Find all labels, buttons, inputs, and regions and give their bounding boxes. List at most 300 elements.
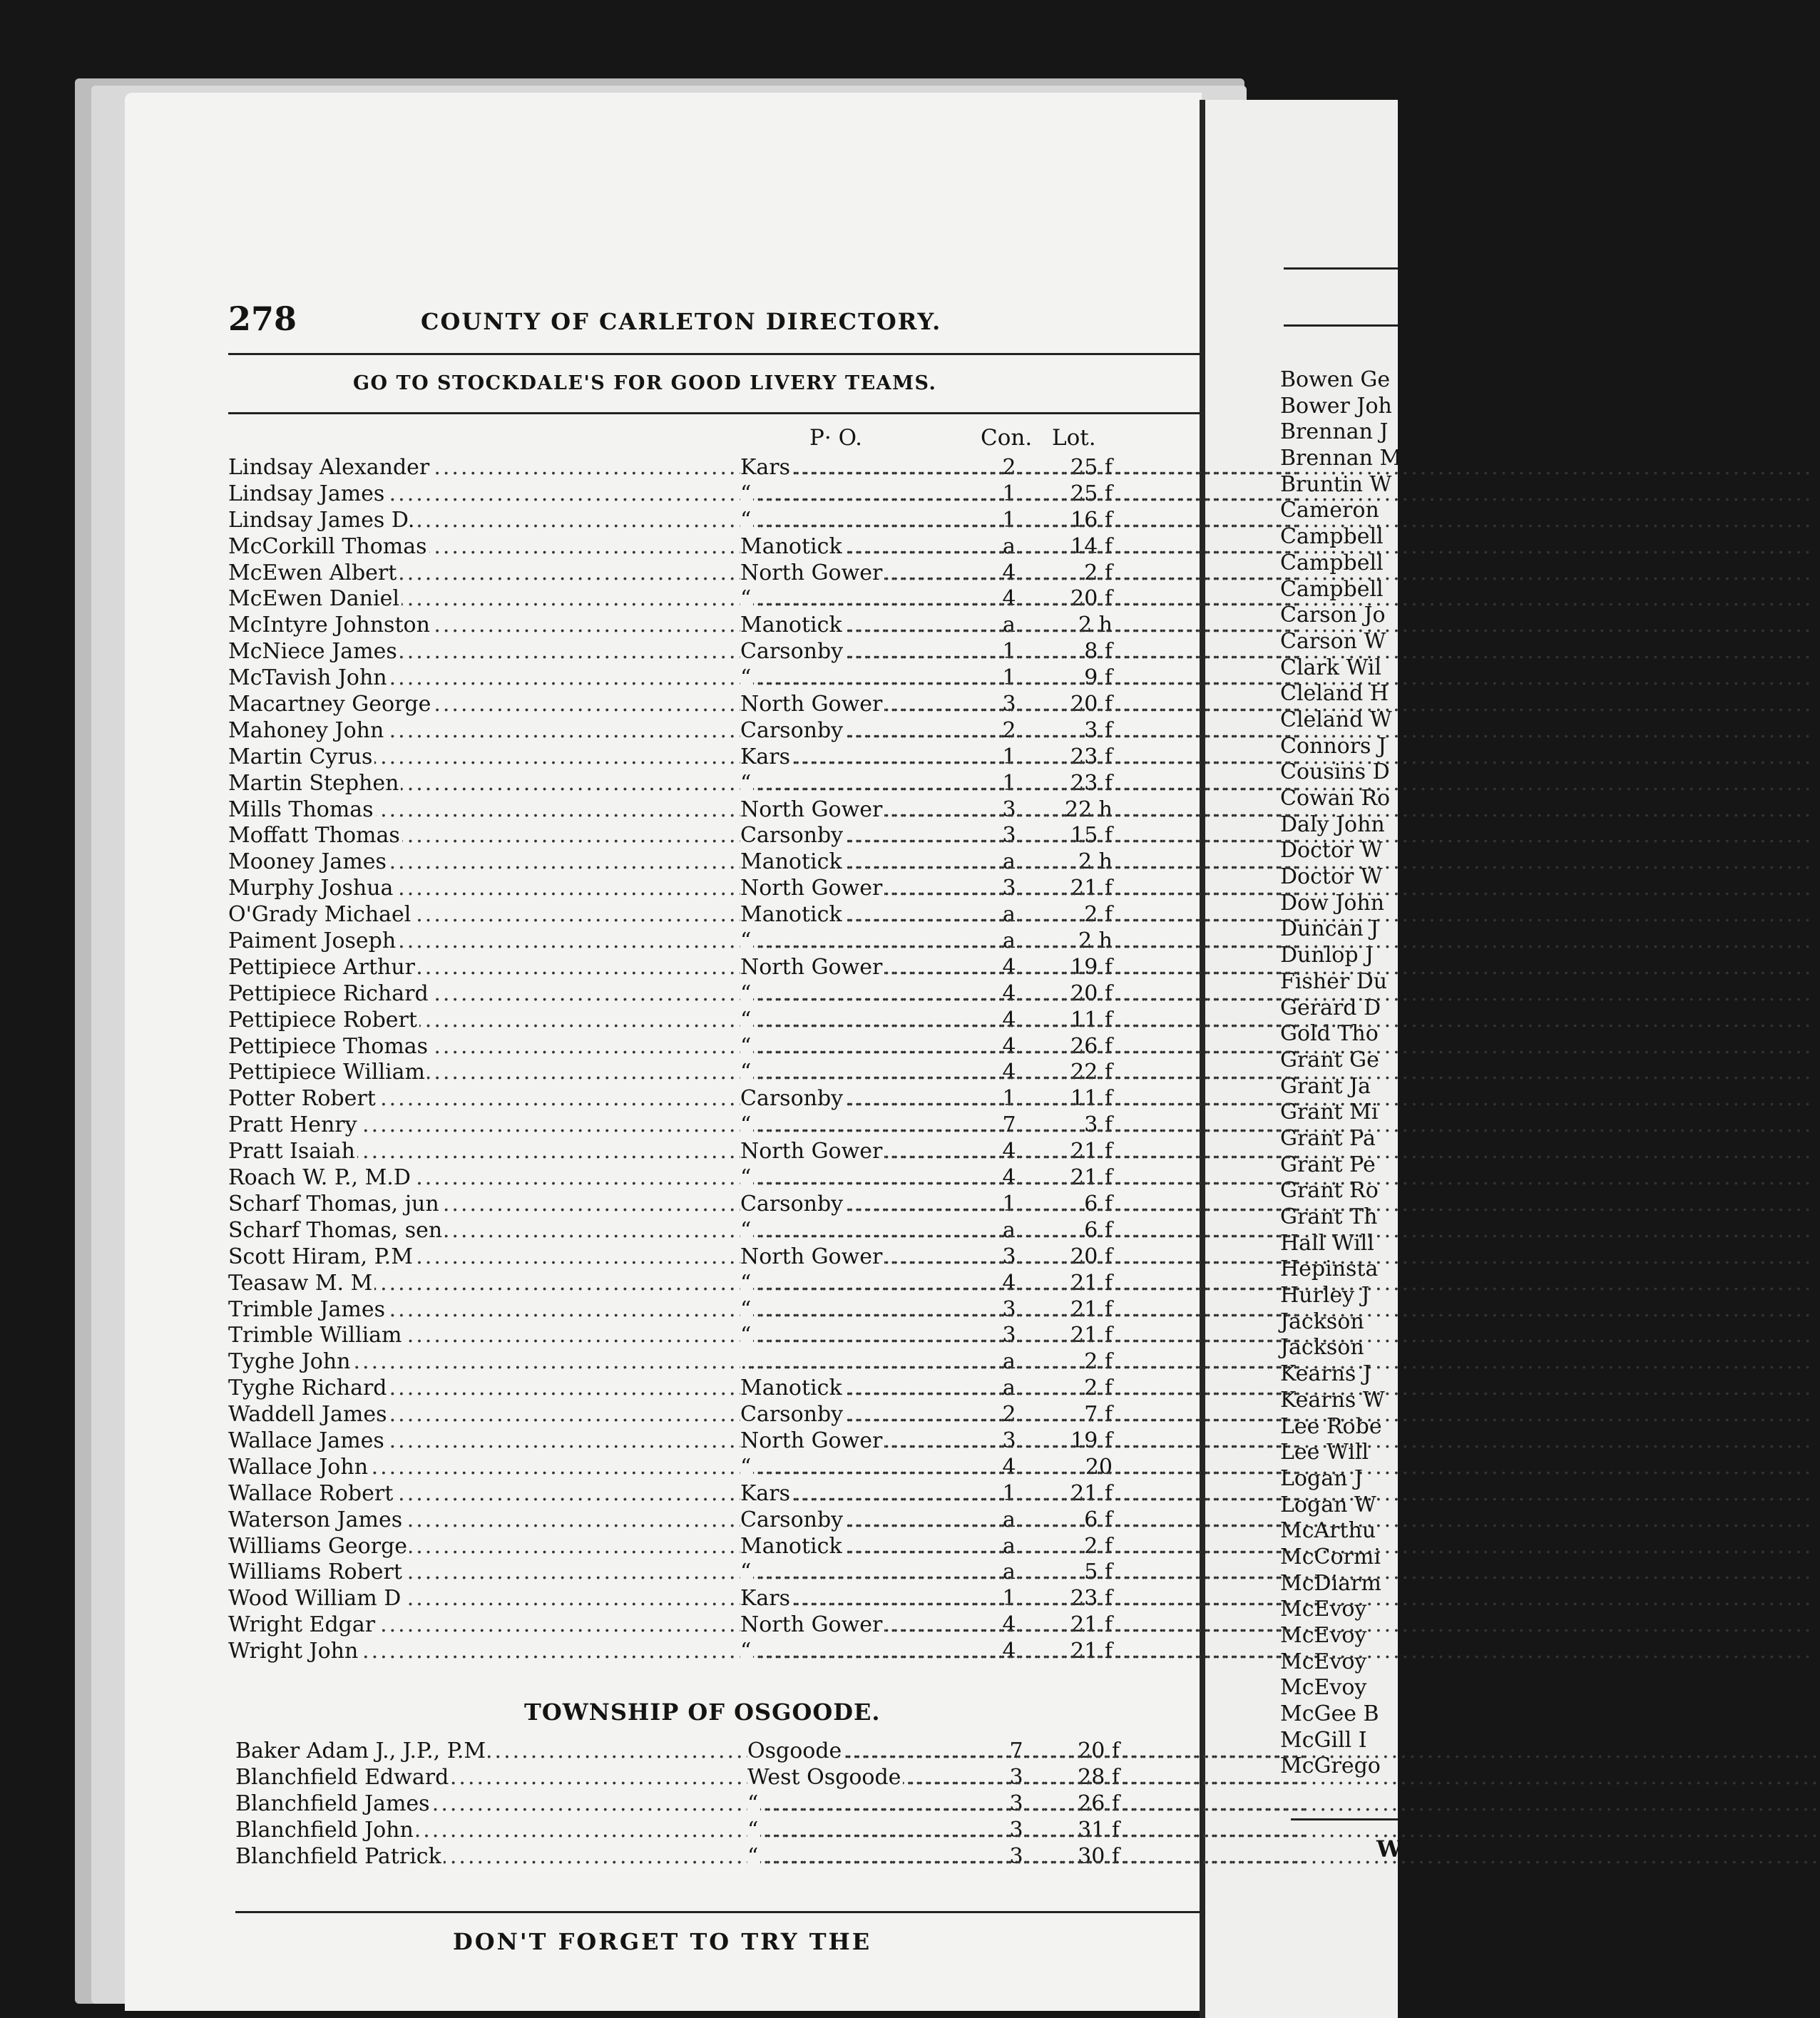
entry-name: Trimble James ..... [228,1297,738,1323]
directory-entry [228,560,1234,587]
entry-lot: 21 f [1070,1139,1113,1164]
directory-entry [228,665,1234,692]
page-number: 278 [228,299,297,338]
entry-name: Pettipiece William ..... [228,1060,738,1086]
header-rule [228,353,1223,355]
entry-post-office: North Gower ..... [740,692,976,718]
entry-lot: 20 f [1070,692,1113,717]
advert-rule [228,412,1227,414]
entry-lot: 20 [1085,1454,1113,1480]
entry-post-office: “ ..... [740,1008,976,1034]
entry-name: Williams Robert ..... [228,1559,738,1586]
directory-entry [228,1481,1234,1507]
entry-concession: 4 [1002,586,1016,612]
directory-entry [228,744,1234,771]
entry-post-office: “ ..... [740,1112,976,1139]
directory-entry [228,849,1234,876]
right-page-entry: Hepinsta [1280,1256,1379,1282]
entry-lot: 19 f [1070,1428,1113,1453]
entry-concession: 4 [1002,1454,1016,1480]
entry-concession: 7 [1002,1112,1016,1138]
entry-name: Mooney James ..... [228,849,738,876]
right-page-entry: Kearns W [1280,1387,1385,1413]
right-page-entry: Grant Pa [1280,1125,1376,1151]
right-page-entry: McGrego [1280,1753,1381,1779]
right-page-entry: Gold Tho [1280,1021,1379,1047]
entry-concession: 1 [1002,770,1016,796]
directory-entry [228,1639,1234,1665]
entry-lot: 25 f [1070,481,1113,506]
entry-concession: 4 [1002,954,1016,980]
directory-entry [235,1818,1234,1844]
right-page-entry: Carson Jo [1280,603,1386,628]
entry-name: Murphy Joshua ..... [228,876,738,902]
right-page-entry: Lee Robe [1280,1413,1382,1439]
entry-lot: 20 f [1078,1738,1120,1763]
directory-entry [228,1086,1234,1112]
entry-lot: 20 f [1070,586,1113,612]
directory-entry [235,1791,1234,1818]
entry-concession: 2 [1002,1402,1016,1428]
entry-name: Moffatt Thomas ..... [228,823,738,849]
directory-entry [228,1402,1234,1428]
right-page-entry: Campbell [1280,576,1384,602]
osgoode-list [235,1738,1234,1870]
entry-lot: 7 f [1084,1402,1113,1428]
entry-post-office: Manotick ..... [740,613,976,639]
entry-post-office: Carsonby ..... [740,1507,976,1534]
entry-name: Lindsay James D. ..... [228,508,738,534]
entry-lot: 21 f [1070,1296,1113,1322]
entry-lot: 2 h [1078,613,1113,638]
entry-lot: 19 f [1070,954,1113,980]
directory-entry [228,1244,1234,1271]
entry-post-office: “ ..... [740,508,976,534]
entry-lot: 21 f [1070,876,1113,901]
entry-post-office: “ ..... [747,1791,983,1818]
entry-name: Wallace James ..... [228,1428,738,1455]
directory-entry [228,1559,1234,1586]
entry-name: Pratt Henry ..... [228,1112,738,1139]
entry-lot: 2 f [1084,560,1113,585]
right-page-entry: Gerard D [1280,995,1381,1020]
entry-post-office: North Gower ..... [740,560,976,587]
entry-name: Scharf Thomas, jun ..... [228,1192,738,1218]
entry-concession: a [1003,613,1016,638]
entry-name: Baker Adam J., J.P., P.M ..... [235,1738,745,1765]
entry-name: O'Grady Michael ..... [228,902,738,928]
lot-column-header: Lot. [1052,425,1096,451]
entry-post-office: “ ..... [740,1271,976,1297]
entry-lot: 21 f [1070,1270,1113,1296]
entry-post-office: Carsonby ..... [740,639,976,665]
entry-name: Wallace John ..... [228,1455,738,1481]
directory-entry [228,1139,1234,1165]
entry-name: McTavish John ..... [228,665,738,692]
con-column-header: Con. [981,425,1033,451]
entry-concession: 3 [1009,1817,1023,1843]
entry-name: Lindsay Alexander ..... [228,455,738,481]
directory-entry [228,1349,1234,1376]
entry-name: Macartney George ..... [228,692,738,718]
entry-lot: 22 h [1064,797,1113,822]
entry-lot: 11 f [1070,1086,1113,1112]
entry-post-office: Kars ..... [740,744,976,771]
entry-concession: 1 [1002,507,1016,533]
entry-name: Wright John ..... [228,1639,738,1665]
directory-entry [228,1323,1234,1349]
directory-entry [228,1165,1234,1192]
directory-entry [228,1534,1234,1560]
entry-lot: 21 f [1070,1639,1113,1664]
right-header-rule [1284,267,1398,270]
entry-concession: a [1003,1217,1016,1243]
right-page-entry: Jackson [1280,1308,1364,1334]
right-page-entry: McEvoy [1280,1623,1367,1648]
right-page-entry: McEvoy [1280,1649,1367,1674]
directory-entry [228,876,1234,902]
entry-name: Paiment Joseph ..... [228,928,738,955]
entry-post-office: Manotick ..... [740,849,976,876]
entry-name: Trimble William ..... [228,1323,738,1349]
entry-name: Blanchfield Patrick ..... [235,1844,745,1870]
entry-name: Mahoney John ..... [228,718,738,744]
directory-entry [228,1008,1234,1034]
entry-lot: 6 f [1084,1217,1113,1243]
right-page-entry: Grant Pe [1280,1152,1376,1177]
right-page-entry: Cameron [1280,498,1379,523]
entry-lot: 23 f [1070,1586,1113,1612]
entry-post-office: West Osgoode ..... [747,1765,983,1791]
entry-name: Pettipiece Thomas ..... [228,1034,738,1060]
directory-entry [228,1612,1234,1639]
right-page-bottom-fragment: W [1376,1835,1402,1863]
left-page [125,93,1202,2011]
running-head: COUNTY OF CARLETON DIRECTORY. [421,308,942,335]
entry-post-office: “ ..... [747,1844,983,1870]
entry-post-office: “ ..... [740,1297,976,1323]
entry-concession: 3 [1002,1296,1016,1322]
right-page-entry: Dunlop J [1280,943,1374,968]
directory-entry [228,955,1234,981]
entry-concession: 3 [1009,1764,1023,1790]
directory-entry [228,1428,1234,1455]
directory-entry [228,1192,1234,1218]
entry-concession: 3 [1002,1428,1016,1453]
entry-lot: 3 f [1084,717,1113,743]
entry-name: McNiece James ..... [228,639,738,665]
right-page-entry: Grant Th [1280,1204,1378,1229]
entry-concession: 1 [1002,665,1016,691]
entry-name: Pratt Isaiah ..... [228,1139,738,1165]
right-page-entry: McEvoy [1280,1675,1367,1701]
entry-name: Wallace Robert ..... [228,1481,738,1507]
entry-lot: 23 f [1070,770,1113,796]
entry-name: McEwen Daniel ..... [228,586,738,613]
right-page-entry: Bower Joh [1280,393,1392,419]
entry-post-office: Carsonby ..... [740,1192,976,1218]
entry-concession: a [1003,928,1016,954]
directory-entry [228,771,1234,797]
entry-concession: 7 [1009,1738,1023,1763]
entry-name: Pettipiece Robert ..... [228,1008,738,1034]
entry-lot: 6 f [1084,1191,1113,1217]
entry-lot: 3 f [1084,1112,1113,1138]
entry-post-office: Manotick ..... [740,902,976,928]
entry-post-office: “ ..... [740,1060,976,1086]
entry-concession: 1 [1002,1586,1016,1612]
right-page-entry: Carson W [1280,628,1386,654]
entry-name: Tyghe John ..... [228,1349,738,1376]
directory-entry [228,928,1234,955]
entry-lot: 14 f [1070,533,1113,559]
entry-post-office: “ ..... [740,481,976,508]
entry-lot: 16 f [1070,507,1113,533]
entry-post-office: North Gower ..... [740,1244,976,1271]
right-page-entry: McGill I [1280,1727,1367,1753]
entry-lot: 6 f [1084,1507,1113,1532]
entry-post-office: Carsonby ..... [740,1086,976,1112]
right-page-entry: Logan W [1280,1492,1376,1517]
right-page-entry: Bowen Ge [1280,367,1391,392]
page-header [228,299,1227,342]
entry-concession: 1 [1002,481,1016,506]
entry-lot: 20 f [1070,1244,1113,1269]
entry-post-office: “ ..... [740,771,976,797]
directory-entry [228,639,1234,665]
right-page-entry: Hall Will [1280,1230,1374,1256]
right-page-entry: Connors J [1280,733,1387,759]
right-page-entry: Cousins D [1280,759,1390,785]
directory-entry [228,534,1234,560]
entry-post-office: “ ..... [740,928,976,955]
directory-entry [228,613,1234,639]
entry-post-office: Carsonby ..... [740,718,976,744]
entry-name: Blanchfield Edward ..... [235,1765,745,1791]
entry-post-office: “ ..... [740,1218,976,1244]
entry-post-office: Manotick ..... [740,534,976,560]
entry-post-office: Kars ..... [740,1586,976,1612]
directory-entry [228,586,1234,613]
entry-lot: 2 f [1084,1533,1113,1559]
directory-entry [228,1271,1234,1297]
entry-name: Scott Hiram, P.M ..... [228,1244,738,1271]
entry-name: Scharf Thomas, sen ..... [228,1218,738,1244]
entry-name: Wood William D ..... [228,1586,738,1612]
entry-lot: 22 f [1070,1060,1113,1085]
right-page-entry: Campbell [1280,550,1384,575]
entry-post-office: “ ..... [740,981,976,1008]
entry-lot: 21 f [1070,1165,1113,1191]
entry-lot: 2 h [1078,849,1113,875]
entry-name: Teasaw M. M ..... [228,1271,738,1297]
directory-entry [228,1112,1234,1139]
advert-top: GO TO STOCKDALE'S FOR GOOD LIVERY TEAMS. [353,372,937,394]
entry-concession: 4 [1002,1165,1016,1191]
directory-entry [228,718,1234,744]
entry-concession: 4 [1002,1060,1016,1085]
entry-lot: 2 f [1084,902,1113,928]
entry-post-office: North Gower ..... [740,797,976,824]
entry-name: Martin Cyrus ..... [228,744,738,771]
entry-concession: a [1003,1559,1016,1585]
entry-post-office: North Gower ..... [740,876,976,902]
entry-lot: 31 f [1078,1817,1120,1843]
entry-concession: 3 [1009,1843,1023,1869]
right-page-entry: McArthu [1280,1518,1376,1544]
directory-entry [228,902,1234,928]
directory-entry [228,1060,1234,1086]
entry-post-office: Carsonby ..... [740,823,976,849]
entry-concession: 4 [1002,1139,1016,1164]
directory-entry [228,823,1234,849]
entry-name: Roach W. P., M.D ..... [228,1165,738,1192]
entry-name: Wright Edgar ..... [228,1612,738,1639]
entry-lot: 26 f [1070,1033,1113,1059]
entry-concession: 2 [1002,455,1016,480]
directory-entry [228,481,1234,508]
entry-concession: a [1003,533,1016,559]
entry-name: Blanchfield James ..... [235,1791,745,1818]
entry-lot: 15 f [1070,823,1113,849]
directory-list [228,455,1234,1665]
entry-concession: 3 [1002,797,1016,822]
entry-concession: 3 [1002,876,1016,901]
right-page-entry: McCormi [1280,1544,1381,1569]
entry-post-office: North Gower ..... [740,1612,976,1639]
entry-concession: 4 [1002,1639,1016,1664]
entry-post-office: North Gower ..... [740,1428,976,1455]
entry-post-office: “ ..... [740,1559,976,1586]
right-page-entry: Campbell [1280,524,1384,550]
right-rule [1284,324,1398,327]
entry-lot: 21 f [1070,1612,1113,1638]
directory-entry [228,1218,1234,1244]
right-page-entry: McDiarm [1280,1570,1381,1596]
entry-lot: 21 f [1070,1480,1113,1506]
entry-post-office: “ ..... [747,1818,983,1844]
section-title: TOWNSHIP OF OSGOODE. [524,1699,881,1726]
entry-concession: 4 [1002,1270,1016,1296]
right-page-entry: Brennan M [1280,446,1402,471]
right-page-entry: Bruntin W [1280,471,1392,497]
entry-lot: 2 h [1078,928,1113,954]
right-page-entry: Brennan J [1280,419,1389,445]
right-page-entry: Dow John [1280,890,1385,916]
entry-concession: 2 [1002,717,1016,743]
entry-concession: a [1003,1376,1016,1401]
entry-lot: 8 f [1084,639,1113,665]
directory-entry [228,981,1234,1008]
entry-concession: 1 [1002,1086,1016,1112]
entry-concession: 1 [1002,744,1016,769]
entry-post-office: Osgoode ..... [747,1738,983,1765]
entry-post-office: “ ..... [740,1323,976,1349]
entry-name: Pettipiece Arthur ..... [228,955,738,981]
right-page-entry: Duncan J [1280,916,1379,942]
right-page-entry: Kearns J [1280,1361,1371,1387]
entry-name: Pettipiece Richard ..... [228,981,738,1008]
directory-entry [228,797,1234,824]
entry-lot: 20 f [1070,980,1113,1006]
entry-concession: 4 [1002,1612,1016,1638]
directory-entry [228,1376,1234,1402]
entry-name: McIntyre Johnston ..... [228,613,738,639]
entry-concession: 1 [1002,639,1016,665]
right-page-entry: Grant Ge [1280,1047,1379,1072]
right-page-entry: Jackson [1280,1335,1364,1361]
entry-name: Williams George ..... [228,1534,738,1560]
entry-name: Tyghe Richard ..... [228,1376,738,1402]
entry-lot: 26 f [1078,1791,1120,1816]
entry-post-office: North Gower ..... [740,1139,976,1165]
entry-concession: 4 [1002,1007,1016,1033]
entry-post-office: North Gower ..... [740,955,976,981]
entry-concession: 4 [1002,560,1016,585]
entry-concession: 3 [1002,1323,1016,1348]
entry-name: Martin Stephen ..... [228,771,738,797]
entry-name: Waterson James ..... [228,1507,738,1534]
right-page-entry: Grant Ro [1280,1178,1379,1204]
entry-lot: 30 f [1078,1843,1120,1869]
directory-entry [228,1297,1234,1323]
right-page-entry: Clark Wil [1280,655,1381,680]
entry-lot: 23 f [1070,744,1113,769]
right-page-entry: McEvoy [1280,1597,1367,1622]
entry-concession: 4 [1002,1033,1016,1059]
right-page-entry: Grant Ja [1280,1073,1371,1099]
right-page-entry: Cowan Ro [1280,786,1391,811]
entry-post-office: “ ..... [740,1455,976,1481]
entry-post-office: “ ..... [740,586,976,613]
entry-concession: 3 [1002,823,1016,849]
footer-rule [235,1911,1227,1913]
right-page-entry: Cleland W [1280,707,1392,732]
directory-entry [228,508,1234,534]
directory-entry [228,692,1234,718]
entry-concession: a [1003,1533,1016,1559]
entry-name: Blanchfield John ..... [235,1818,745,1844]
entry-post-office: Manotick ..... [740,1534,976,1560]
entry-post-office: “ ..... [740,1639,976,1665]
entry-concession: a [1003,849,1016,875]
entry-concession: 3 [1002,1244,1016,1269]
entry-post-office: Manotick ..... [740,1376,976,1402]
po-column-header: P· O. [809,425,863,451]
entry-concession: a [1003,1349,1016,1375]
right-page-entry: Daly John [1280,811,1385,837]
right-page-entry: Doctor W [1280,838,1383,864]
directory-entry [228,1034,1234,1060]
entry-lot: 2 f [1084,1349,1113,1375]
entry-name: Mills Thomas ..... [228,797,738,824]
entry-lot: 28 f [1078,1764,1120,1790]
right-page-entry: McGee B [1280,1701,1379,1727]
directory-entry [228,1507,1234,1534]
entry-lot: 9 f [1084,665,1113,691]
entry-name: McCorkill Thomas ..... [228,534,738,560]
entry-post-office [740,1349,976,1376]
directory-entry [235,1844,1234,1870]
directory-entry [228,1586,1234,1612]
entry-concession: 3 [1002,692,1016,717]
entry-concession: 3 [1009,1791,1023,1816]
entry-lot: 5 f [1084,1559,1113,1585]
right-page-entry: Fisher Du [1280,968,1388,994]
entry-name: Potter Robert ..... [228,1086,738,1112]
directory-entry [228,455,1234,481]
entry-post-office: “ ..... [740,1034,976,1060]
